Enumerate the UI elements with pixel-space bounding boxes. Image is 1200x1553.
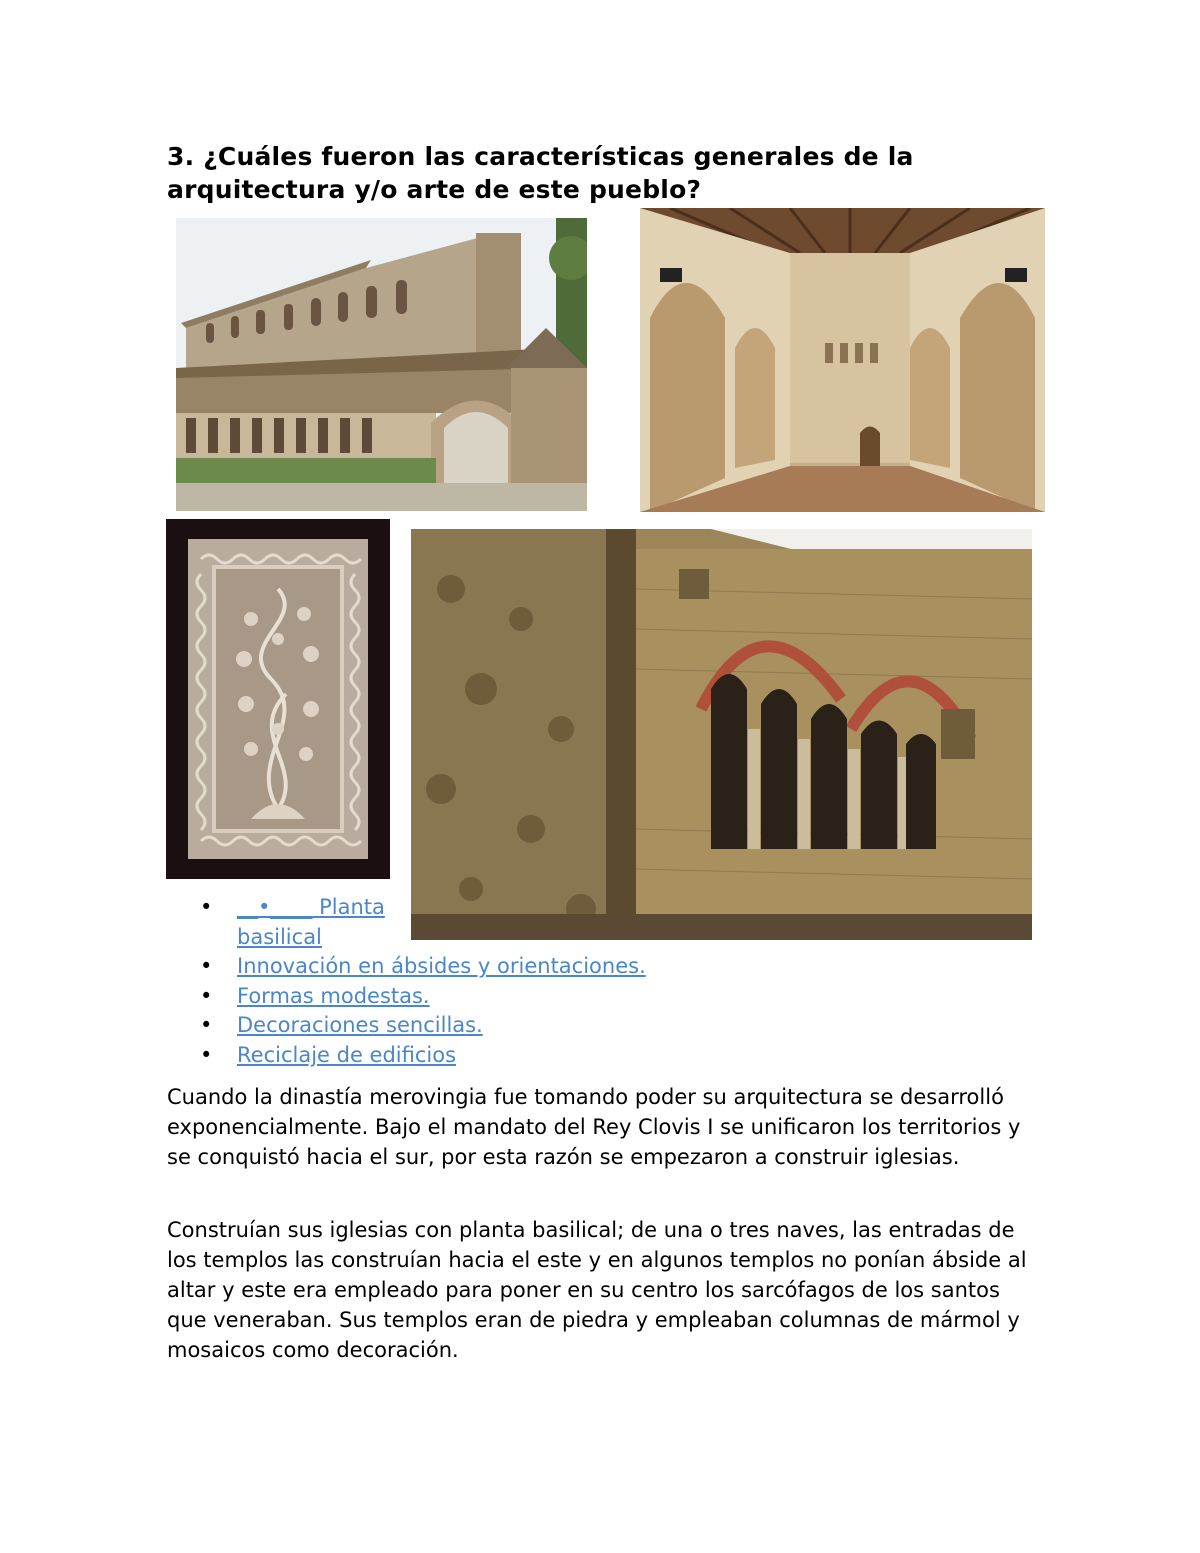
bullet-marker: • [200, 1013, 213, 1037]
list-item [196, 1011, 716, 1041]
list-item [196, 893, 417, 952]
list-item [196, 952, 716, 982]
list-link-prefix: __•____ [237, 895, 313, 919]
carved-relief-image [166, 519, 390, 879]
list-link-text: Planta basilical [237, 895, 385, 949]
list-link[interactable]: Reciclaje de edificios [237, 1042, 457, 1067]
list-item [196, 1041, 716, 1071]
church-exterior-image [176, 218, 587, 511]
bullet-marker: • [200, 895, 213, 919]
stone-wall-image [411, 529, 1032, 940]
feature-list [196, 893, 716, 1070]
bullet-marker: • [200, 954, 213, 978]
section-heading: 3. ¿Cuáles fueron las características generales de la arquitectura y/o arte de este pueblo? [167, 142, 914, 204]
list-link[interactable]: Formas modestas. [237, 983, 430, 1008]
body-paragraph: Construían sus iglesias con planta basilical; de una o tres naves, las entradas de los templos las construían hacia el este y en algunos templos no ponían ábside al altar y este era empleado para poner en su centro los sarcófagos de los santos que veneraban. Sus templos eran de piedra y empleaban columnas de mármol y mosaicos como decoración. [167, 1218, 1027, 1362]
list-link[interactable]: Innovación en ábsides y orientaciones. [237, 954, 646, 978]
bullet-marker: • [200, 983, 213, 1008]
list-link[interactable] [237, 895, 385, 949]
body-paragraph: Cuando la dinastía merovingia fue tomando poder su arquitectura se desarrolló exponencialmente. Bajo el mandato del Rey Clovis I se unificaron los territorios y se conquistó hacia el sur, por esta razón se empezaron a construir iglesias. [167, 1085, 1021, 1169]
list-link[interactable]: Decoraciones sencillas. [237, 1013, 483, 1037]
church-interior-image [640, 208, 1045, 512]
list-item [196, 982, 716, 1012]
bullet-marker: • [200, 1042, 213, 1067]
